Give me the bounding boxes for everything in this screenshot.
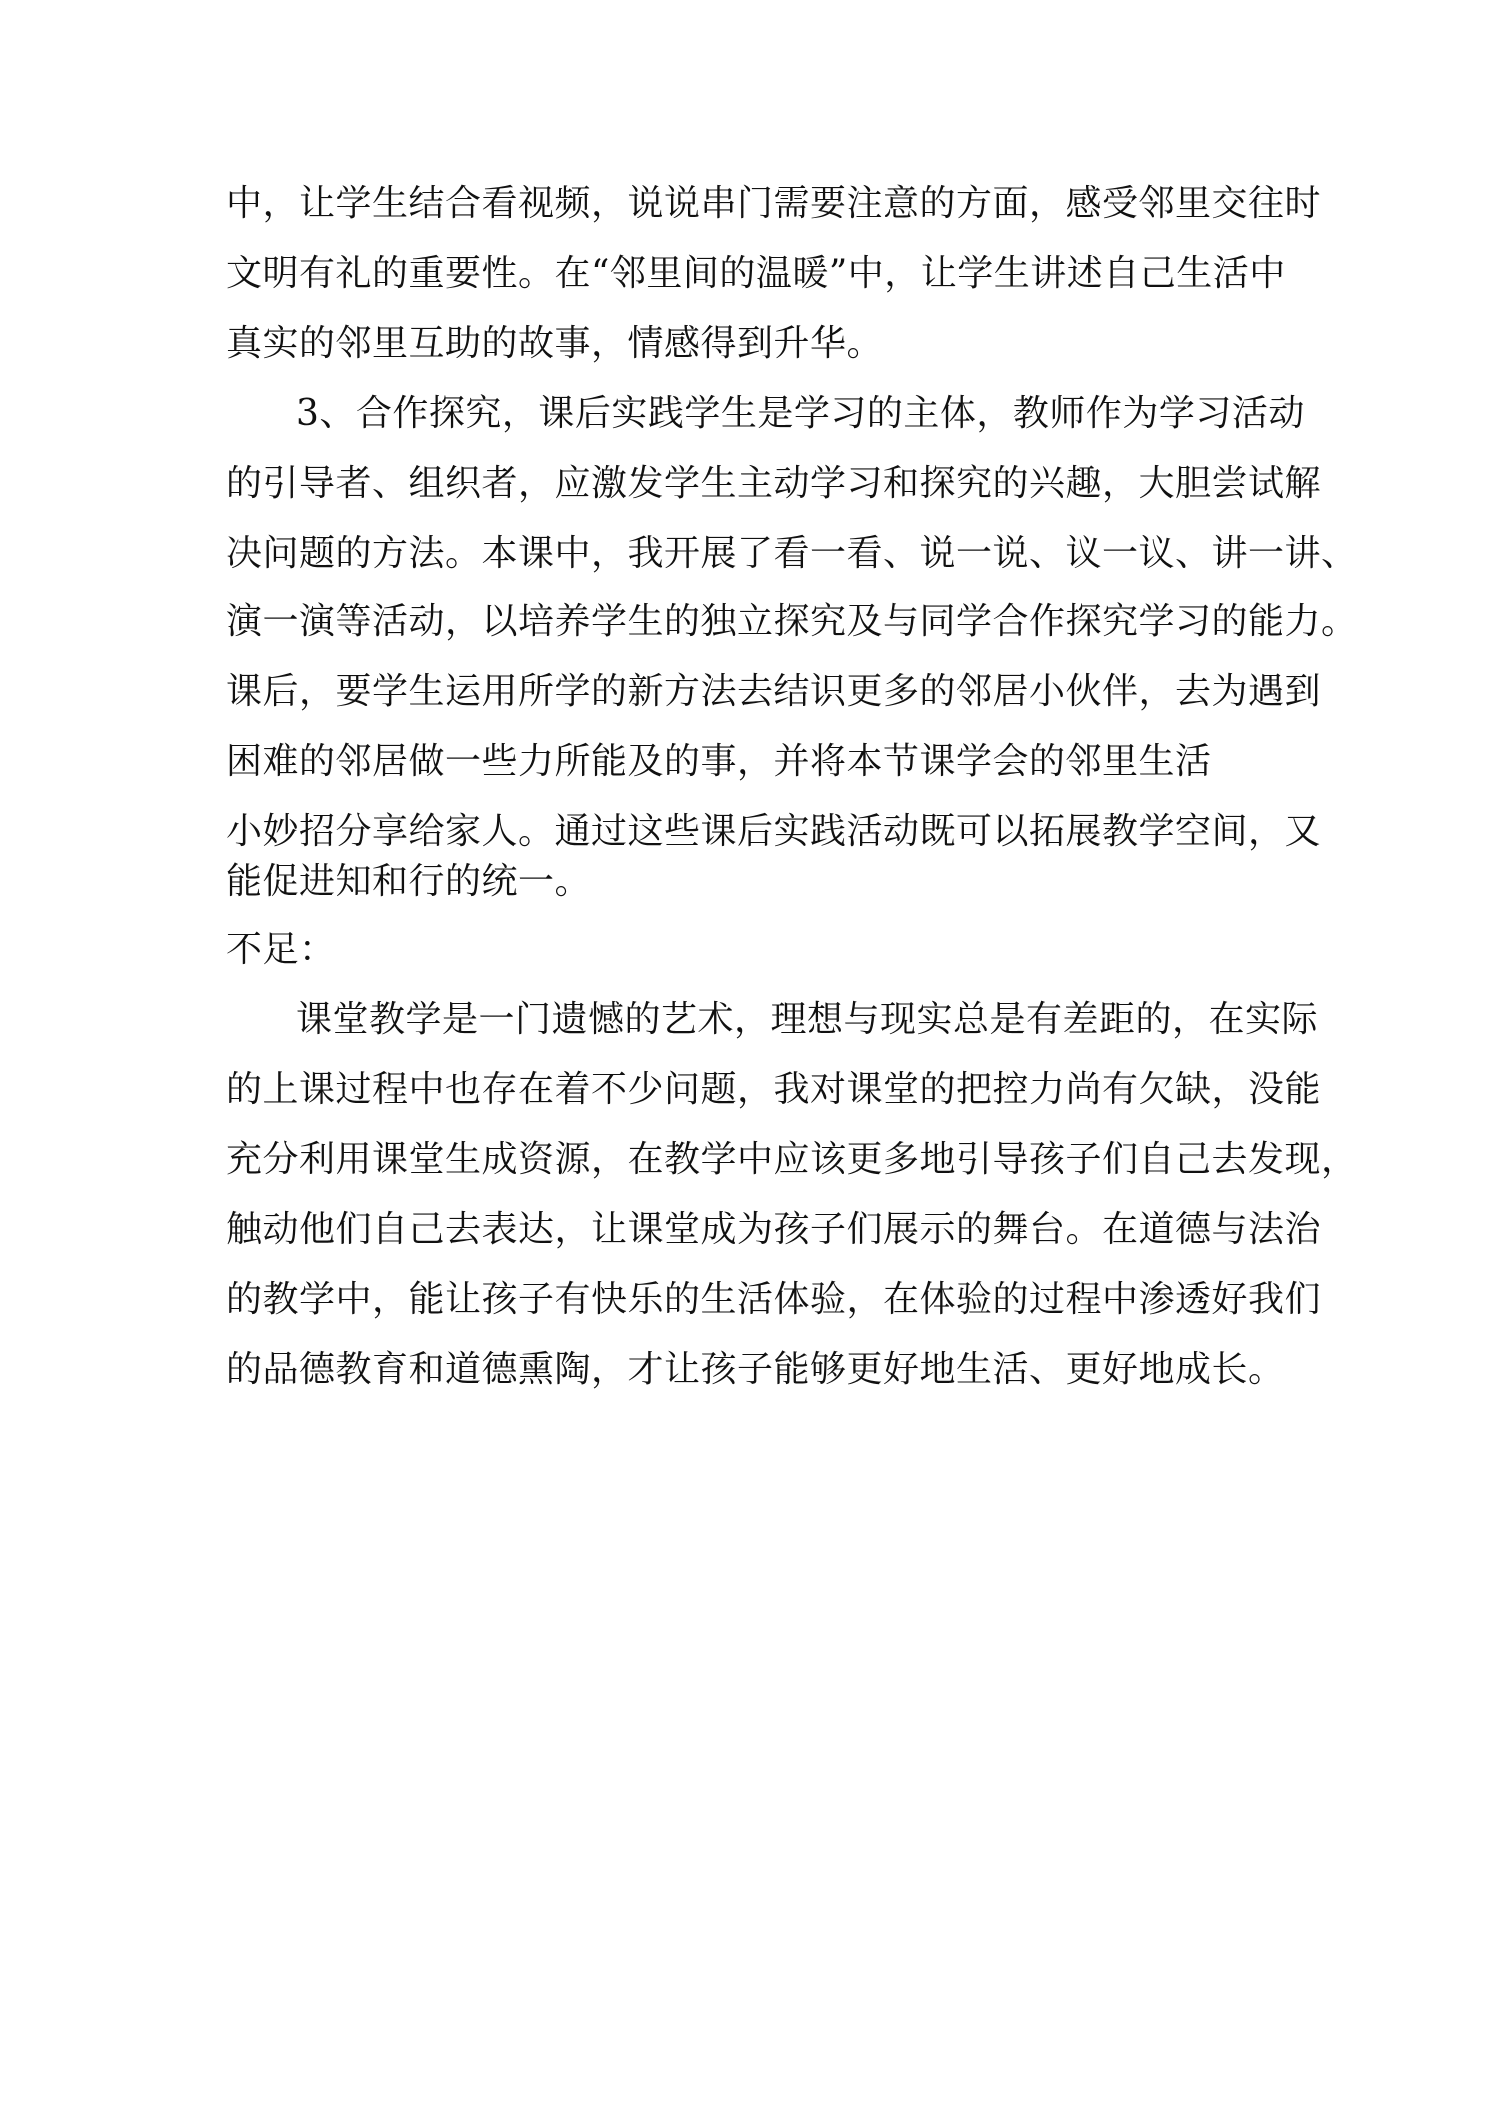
text-line: 困难的邻居做一些力所能及的事，并将本节课学会的邻里生活 (226, 741, 1212, 782)
text-line: 的上课过程中也存在着不少问题，我对课堂的把控力尚有欠缺，没能 (226, 1069, 1322, 1110)
text-line: 小妙招分享给家人。通过这些课后实践活动既可以拓展教学空间，又 (226, 811, 1322, 852)
text-line: 触动他们自己去表达，让课堂成为孩子们展示的舞台。在道德与法治 (226, 1209, 1322, 1250)
text-line: 真实的邻里互助的故事，情感得到升华。 (226, 323, 884, 364)
text-line: 中，让学生结合看视频，说说串门需要注意的方面，感受邻里交往时 (226, 183, 1322, 224)
paragraph-start-line: 3、合作探究，课后实践学生是学习的主体，教师作为学习活动 (296, 393, 1305, 434)
text-line: 能促进知和行的统一。 (226, 861, 592, 902)
text-line: 演一演等活动，以培养学生的独立探究及与同学合作探究学习的能力。 (226, 601, 1358, 642)
text-line: 文明有礼的重要性。在“邻里间的温暖”中，让学生讲述自己生活中 (226, 253, 1286, 294)
text-line: 的品德教育和道德熏陶，才让孩子能够更好地生活、更好地成长。 (226, 1349, 1285, 1390)
paragraph-start-line: 课堂教学是一门遗憾的艺术，理想与现实总是有差距的，在实际 (296, 999, 1319, 1040)
text-line: 决问题的方法。本课中，我开展了看一看、说一说、议一议、讲一讲、 (226, 533, 1358, 574)
text-line: 充分利用课堂生成资源，在教学中应该更多地引导孩子们自己去发现， (226, 1139, 1358, 1180)
text-line: 课后，要学生运用所学的新方法去结识更多的邻居小伙伴，去为遇到 (226, 671, 1322, 712)
section-heading: 不足： (226, 929, 336, 970)
text-line: 的教学中，能让孩子有快乐的生活体验，在体验的过程中渗透好我们 (226, 1279, 1322, 1320)
text-line: 的引导者、组织者，应激发学生主动学习和探究的兴趣，大胆尝试解 (226, 463, 1322, 504)
